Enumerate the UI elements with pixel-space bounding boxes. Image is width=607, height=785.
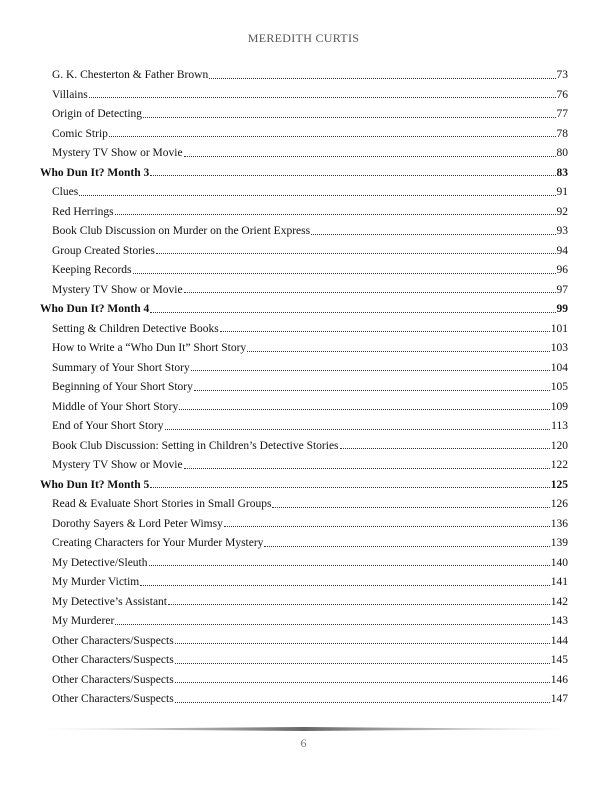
toc-entry-page: 105 [550, 381, 568, 393]
toc-entry-page: 94 [556, 244, 568, 257]
toc-entry-page: 120 [550, 439, 568, 452]
toc-entry-title: Red Herrings [52, 205, 114, 218]
dot-leader [109, 135, 556, 137]
toc-entry [40, 593, 568, 613]
toc-entry-title: Setting & Children Detective Books [52, 322, 219, 335]
toc-entry-title: Who Dun It? Month 5 [40, 478, 150, 491]
toc-entry-page: 139 [550, 537, 568, 549]
toc-entry-page: 103 [550, 342, 568, 354]
dot-leader [220, 330, 550, 332]
toc-entry-title: My Detective/Sleuth [52, 556, 148, 569]
dot-leader [115, 213, 556, 215]
toc-entry-title: Book Club Discussion on Murder on the Orient Express [52, 225, 311, 237]
toc-entry [40, 359, 568, 379]
toc-entry-page: 142 [550, 595, 568, 608]
toc-entry-page: 78 [556, 127, 568, 140]
toc-entry [40, 495, 568, 515]
toc-entry-title: G. K. Chesterton & Father Brown [52, 69, 209, 81]
dot-leader [184, 291, 556, 293]
toc-entry [40, 86, 568, 106]
dot-leader [79, 194, 555, 196]
toc-entry-page: 83 [556, 166, 568, 179]
toc-entry-title: My Murderer [52, 615, 115, 627]
toc-entry-page: 144 [550, 634, 568, 647]
toc-entry-page: 76 [556, 88, 568, 101]
toc-entry [40, 222, 568, 242]
toc-entry-title: Mystery TV Show or Movie [52, 459, 183, 471]
toc-entry-page: 140 [550, 556, 568, 569]
dot-leader [150, 311, 555, 313]
dot-leader [168, 603, 550, 605]
toc-entry-page: 147 [550, 693, 568, 705]
toc-entry-page: 146 [550, 673, 568, 686]
dot-leader [175, 701, 550, 703]
toc-entry-title: Summary of Your Short Story [52, 361, 190, 374]
toc-entry-title: Beginning of Your Short Story [52, 381, 193, 393]
toc-entry-title: Creating Characters for Your Murder Mystery [52, 537, 264, 549]
toc-entry-page: 122 [550, 459, 568, 471]
toc-entry-page: 145 [550, 654, 568, 666]
toc-entry-page: 136 [550, 517, 568, 530]
dot-leader [272, 506, 549, 508]
dot-leader [175, 642, 550, 644]
dot-leader [150, 486, 549, 488]
toc-entry-page: 109 [550, 400, 568, 413]
dot-leader [224, 525, 550, 527]
dot-leader [184, 155, 556, 157]
toc-entry-page: 97 [556, 283, 568, 296]
dot-leader [191, 369, 550, 371]
dot-leader [150, 174, 555, 176]
toc-entry-title: How to Write a “Who Dun It” Short Story [52, 342, 247, 354]
toc-entry-title: Villains [52, 88, 88, 101]
toc-entry [40, 554, 568, 574]
toc-entry-title: Clues [52, 186, 79, 198]
toc-entry-page: 113 [551, 420, 568, 432]
toc-entry-page: 92 [556, 205, 568, 218]
toc-entry-title: My Detective’s Assistant [52, 595, 167, 608]
dot-leader [143, 116, 555, 118]
toc-entry-page: 143 [550, 615, 568, 627]
dot-leader [311, 233, 555, 235]
dot-leader [175, 662, 550, 664]
toc-entry-title: Comic Strip [52, 127, 108, 140]
toc-entry [40, 281, 568, 301]
toc-entry-page: 77 [556, 108, 568, 120]
toc-entry-title: My Murder Victim [52, 576, 140, 588]
toc-entry-title: Mystery TV Show or Movie [52, 283, 183, 296]
toc-entry [40, 515, 568, 535]
dot-leader [175, 681, 550, 683]
toc-entry-title: Book Club Discussion: Setting in Children’s Detective Stories [52, 439, 339, 452]
toc-entry [40, 632, 568, 652]
toc-entry [40, 612, 568, 632]
toc-entry-title: Middle of Your Short Story [52, 400, 179, 413]
footer-divider [40, 727, 568, 731]
toc-entry-title: End of Your Short Story [52, 420, 164, 432]
toc-entry [40, 417, 568, 437]
toc-entry-title: Mystery TV Show or Movie [52, 147, 183, 159]
toc-section-heading [40, 300, 568, 320]
table-of-contents [40, 66, 568, 710]
dot-leader [184, 467, 550, 469]
toc-entry [40, 573, 568, 593]
toc-entry [40, 651, 568, 671]
toc-entry-page: 141 [550, 576, 568, 588]
toc-entry [40, 183, 568, 203]
toc-entry-page: 104 [550, 361, 568, 374]
toc-entry-page: 125 [550, 478, 568, 491]
dot-leader [340, 447, 550, 449]
dot-leader [209, 77, 555, 79]
toc-entry [40, 144, 568, 164]
page-number: 6 [300, 736, 307, 750]
toc-entry-page: 126 [550, 498, 568, 510]
toc-entry [40, 261, 568, 281]
toc-entry-page: 96 [556, 264, 568, 276]
toc-entry-page: 101 [550, 322, 568, 335]
toc-entry [40, 339, 568, 359]
dot-leader [140, 584, 549, 586]
toc-entry [40, 378, 568, 398]
toc-entry [40, 690, 568, 710]
toc-entry [40, 66, 568, 86]
toc-entry [40, 437, 568, 457]
dot-leader [179, 408, 550, 410]
toc-entry-title: Who Dun It? Month 4 [40, 303, 150, 315]
dot-leader [149, 564, 550, 566]
dot-leader [156, 252, 556, 254]
toc-entry-page: 73 [556, 69, 568, 81]
toc-entry-title: Other Characters/Suspects [52, 654, 174, 666]
toc-entry-title: Other Characters/Suspects [52, 673, 174, 686]
dot-leader [89, 96, 556, 98]
dot-leader [247, 350, 550, 352]
dot-leader [133, 272, 556, 274]
toc-entry-title: Keeping Records [52, 264, 132, 276]
toc-entry-title: Read & Evaluate Short Stories in Small Groups [52, 498, 272, 510]
toc-section-heading [40, 164, 568, 184]
toc-entry [40, 456, 568, 476]
dot-leader [264, 545, 549, 547]
toc-entry-title: Origin of Detecting [52, 108, 143, 120]
toc-entry [40, 105, 568, 125]
dot-leader [165, 428, 551, 430]
toc-entry-page: 91 [556, 186, 568, 198]
toc-entry [40, 534, 568, 554]
running-header: MEREDITH CURTIS [247, 31, 360, 45]
dot-leader [194, 389, 550, 391]
toc-entry [40, 671, 568, 691]
toc-entry-page: 93 [556, 225, 568, 237]
toc-entry [40, 242, 568, 262]
toc-entry-title: Who Dun It? Month 3 [40, 166, 150, 179]
dot-leader [115, 623, 549, 625]
toc-entry [40, 125, 568, 145]
toc-entry-title: Other Characters/Suspects [52, 634, 174, 647]
toc-entry-title: Other Characters/Suspects [52, 693, 174, 705]
toc-entry-page: 99 [556, 303, 568, 315]
toc-section-heading [40, 476, 568, 496]
toc-entry [40, 320, 568, 340]
toc-entry [40, 398, 568, 418]
toc-entry-page: 80 [556, 147, 568, 159]
toc-entry-title: Group Created Stories [52, 244, 155, 257]
toc-entry [40, 203, 568, 223]
toc-entry-title: Dorothy Sayers & Lord Peter Wimsy [52, 517, 223, 530]
